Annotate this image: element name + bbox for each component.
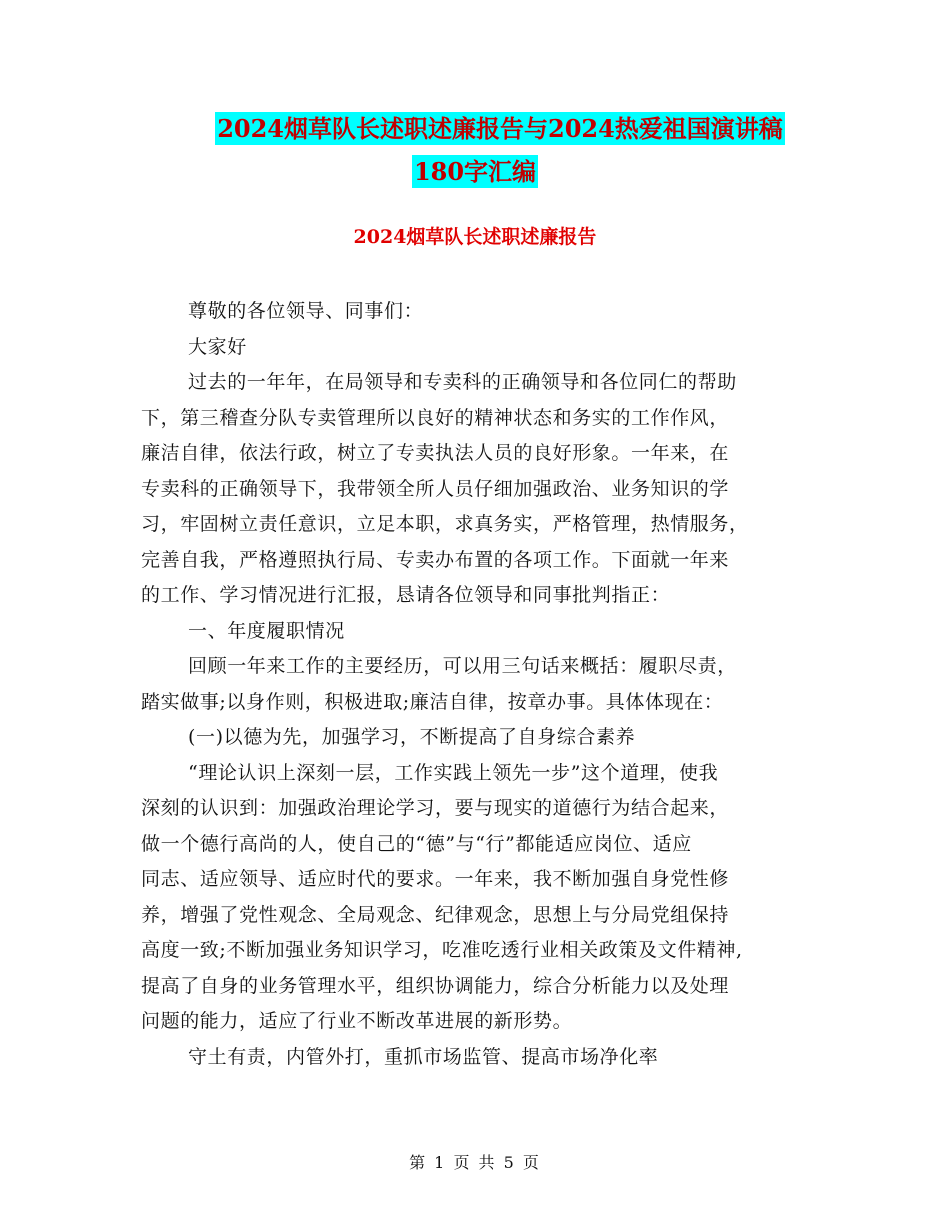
paragraph-line: 过去的一年年，在局领导和专卖科的正确领导和各位同仁的帮助 xyxy=(188,371,737,393)
body-text xyxy=(141,294,831,1075)
paragraph-line: 专卖科的正确领导下，我带领全所人员仔细加强政治、业务知识的学 xyxy=(141,477,730,500)
paragraph-line: 的工作、学习情况进行汇报，恳请各位领导和同事批判指正： xyxy=(141,584,671,606)
paragraph-line: 回顾一年来工作的主要经历，可以用三句话来概括：履职尽责， xyxy=(188,655,737,677)
paragraph-line: 高度一致;不断加强业务知识学习，吃准吃透行业相关政策及文件精神, xyxy=(141,939,743,961)
paragraph-line: 大家好 xyxy=(188,335,247,358)
paragraph-line: 习，牢固树立责任意识，立足本职，求真务实，严格管理，热情服务， xyxy=(141,513,749,535)
paragraph-line: 提高了自身的业务管理水平，组织协调能力，综合分析能力以及处理 xyxy=(141,974,730,997)
paragraph-line: 做一个德行高尚的人，使自己的“德”与“行”都能适应岗位、适应 xyxy=(141,832,692,855)
paragraph-line: 守土有责，内管外打，重抓市场监管、提高市场净化率 xyxy=(188,1045,659,1068)
page-footer: 第 1 页 共 5 页 xyxy=(409,1153,541,1172)
section-heading: 2024烟草队长述职述廉报告 xyxy=(353,226,597,248)
paragraph-line: 廉洁自律，依法行政，树立了专卖执法人员的良好形象。一年来，在 xyxy=(141,442,730,464)
paragraph-line: (一)以德为先，加强学习，不断提高了自身综合素养 xyxy=(188,726,636,748)
document-title xyxy=(0,112,950,188)
paragraph-line: 深刻的认识到：加强政治理论学习，要与现实的道德行为结合起来， xyxy=(141,797,730,819)
paragraph-line: 完善自我，严格遵照执行局、专卖办布置的各项工作。下面就一年来 xyxy=(141,548,730,571)
paragraph-line: 同志、适应领导、适应时代的要求。一年来，我不断加强自身党性修 xyxy=(141,868,730,890)
paragraph-line: 尊敬的各位领导、同事们： xyxy=(188,300,424,322)
paragraph-line: 踏实做事;以身作则，积极进取;廉洁自律，按章办事。具体体现在： xyxy=(141,690,724,713)
paragraph-line: 下，第三稽查分队专卖管理所以良好的精神状态和务实的工作作风， xyxy=(141,406,730,429)
paragraph-line: 问题的能力，适应了行业不断改革进展的新形势。 xyxy=(141,1010,573,1032)
title-line-1: 2024烟草队长述职述廉报告与2024热爱祖国演讲稿 xyxy=(217,114,783,143)
title-line-2: 180字汇编 xyxy=(413,157,537,186)
paragraph-line: “理论认识上深刻一层，工作实践上领先一步”这个道理，使我 xyxy=(188,761,719,784)
paragraph-line: 一、年度履职情况 xyxy=(188,619,345,642)
paragraph-line: 养，增强了党性观念、全局观念、纪律观念，思想上与分局党组保持 xyxy=(141,903,730,926)
